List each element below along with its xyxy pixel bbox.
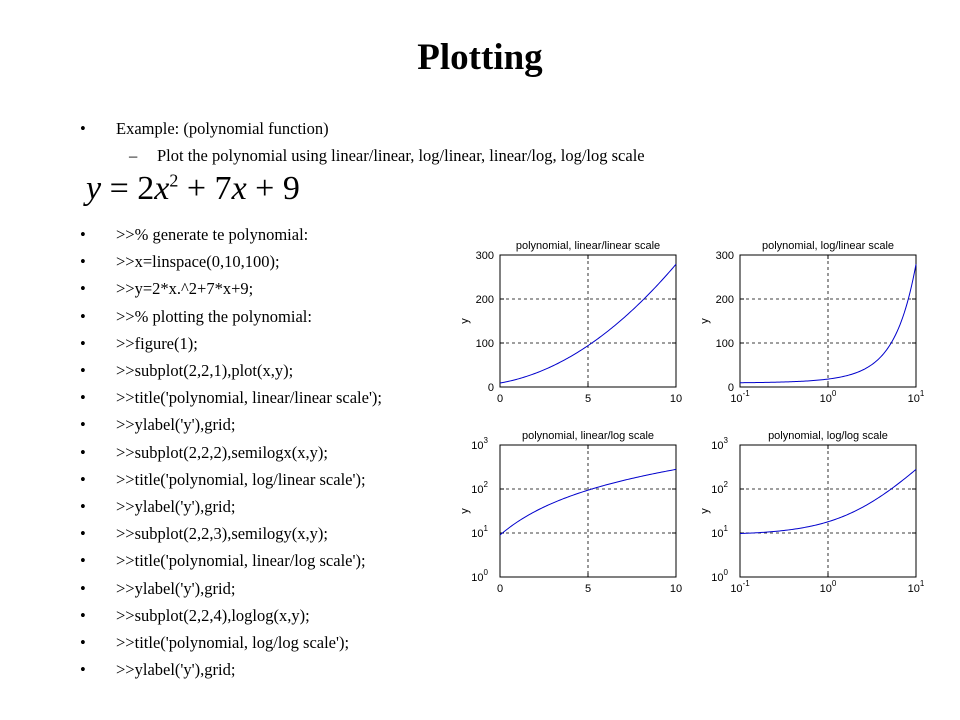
polynomial-equation: $y = 2x^2 + 7x + 9$	[86, 170, 300, 207]
y-tick-label: $10^1$	[711, 524, 728, 540]
bullet-dot-icon: •	[80, 578, 86, 598]
bullet-dot-icon: •	[80, 361, 86, 380]
y-axis-label: y	[459, 508, 471, 514]
x-tick-label: 10	[669, 583, 683, 595]
y-tick-label: 100	[475, 338, 494, 350]
code-line-text: >>ylabel('y'),grid;	[116, 497, 236, 516]
subplot-title: polynomial, linear/linear scale	[515, 240, 661, 252]
subplot-title: polynomial, linear/log scale	[521, 430, 655, 442]
code-line-text: >>title('polynomial, log/linear scale');	[116, 469, 366, 489]
x-tick-label: 0	[496, 583, 504, 595]
bullet-dot-icon: •	[80, 306, 86, 326]
subplot-title: polynomial, log/linear scale	[761, 240, 895, 252]
y-axis-label: y	[699, 318, 711, 324]
bullet-dot-icon: •	[80, 442, 86, 462]
y-tick-label: $10^2$	[711, 480, 728, 496]
subplot-2	[699, 240, 925, 405]
bullet-dot-icon: •	[80, 388, 86, 408]
x-tick-label: $10^0$	[819, 389, 837, 405]
y-tick-label: $10^3$	[711, 436, 728, 452]
bullet-dot-icon: •	[80, 660, 86, 680]
code-line-text: >>subplot(2,2,2),semilogx(x,y);	[116, 442, 329, 462]
code-line	[80, 333, 198, 354]
subplot-4	[699, 430, 925, 595]
bullet-dot-icon: •	[80, 225, 86, 244]
code-line-text: >>subplot(2,2,1),plot(x,y);	[116, 361, 294, 380]
dash-icon: –	[129, 146, 138, 165]
bullet-dot-icon: •	[80, 524, 86, 544]
y-tick-label: $10^0$	[471, 568, 488, 584]
code-line	[80, 442, 329, 463]
y-axis-label: y	[699, 508, 711, 514]
bullet-dot-icon: •	[80, 279, 86, 299]
x-tick-label: $10^1$	[907, 389, 925, 405]
x-tick-label: 0	[496, 393, 504, 405]
intro-bullet-text: Example: (polynomial function)	[116, 119, 329, 138]
bullet-dot-icon: •	[80, 605, 86, 625]
x-tick-label: $10^1$	[907, 579, 925, 595]
intro-sub-text: Plot the polynomial using linear/linear, log/linear, linear/log, log/log scale	[157, 146, 645, 165]
subplot-title: polynomial, log/log scale	[768, 430, 888, 442]
subplot-1	[459, 240, 682, 405]
bullet-dot-icon: •	[80, 415, 86, 435]
y-tick-label: $10^3$	[471, 436, 488, 452]
subplot-3	[459, 430, 682, 595]
x-tick-label: $10^0$	[819, 579, 837, 595]
code-line	[80, 633, 350, 653]
code-line-text: >>y=2*x.^2+7*x+9;	[116, 279, 254, 299]
bullet-dot-icon: •	[80, 333, 86, 353]
x-tick-label: $10^{-1}$	[730, 389, 750, 405]
code-line-text: >>ylabel('y'),grid;	[116, 660, 236, 680]
code-line	[80, 279, 254, 299]
code-line	[80, 388, 383, 408]
code-line-text: >>% plotting the polynomial:	[116, 306, 312, 326]
intro-sub-bullet	[129, 146, 645, 166]
bullet-dot-icon: •	[80, 497, 86, 516]
intro-bullet	[80, 119, 329, 139]
code-line-text: >>x=linspace(0,10,100);	[116, 252, 280, 272]
code-line	[80, 306, 312, 327]
y-tick-label: $10^0$	[711, 568, 728, 584]
bullet-dot-icon: •	[80, 469, 86, 489]
code-line	[80, 551, 366, 571]
bullet-dot-icon: •	[80, 551, 86, 571]
code-line-text: >>subplot(2,2,4),loglog(x,y);	[116, 605, 310, 625]
y-tick-label: 0	[727, 382, 734, 394]
code-line	[80, 225, 309, 245]
code-line-text: >>ylabel('y'),grid;	[116, 578, 236, 598]
x-tick-label: 10	[669, 393, 683, 405]
y-tick-label: 300	[715, 250, 734, 262]
y-tick-label: 100	[715, 338, 734, 350]
code-line	[80, 605, 310, 626]
code-line	[80, 578, 236, 599]
code-line-text: >>figure(1);	[116, 333, 198, 353]
subplot-figure	[440, 222, 940, 612]
y-tick-label: 200	[475, 294, 494, 306]
x-tick-label: 5	[584, 583, 592, 595]
code-line	[80, 660, 236, 680]
code-line	[80, 469, 366, 490]
y-tick-label: 200	[715, 294, 734, 306]
code-line-text: >>ylabel('y'),grid;	[116, 415, 236, 435]
code-line	[80, 524, 329, 544]
code-line	[80, 361, 294, 381]
y-tick-label: 300	[475, 250, 494, 262]
bullet-dot-icon: •	[80, 252, 86, 272]
bullet-dot-icon: •	[80, 119, 86, 138]
x-tick-label: 5	[584, 393, 592, 405]
code-line-text: >>title('polynomial, linear/linear scale');	[116, 388, 383, 408]
y-tick-label: $10^1$	[471, 524, 488, 540]
code-line-text: >>title('polynomial, linear/log scale');	[116, 551, 366, 571]
y-tick-label: 0	[487, 382, 494, 394]
code-line-text: >>% generate te polynomial:	[116, 225, 309, 244]
bullet-dot-icon: •	[80, 633, 86, 652]
y-axis-label: y	[459, 318, 471, 324]
y-tick-label: $10^2$	[471, 480, 488, 496]
code-line	[80, 252, 280, 272]
code-line-text: >>subplot(2,2,3),semilogy(x,y);	[116, 524, 329, 544]
code-line-text: >>title('polynomial, log/log scale');	[116, 633, 350, 652]
code-line	[80, 415, 236, 435]
x-tick-label: $10^{-1}$	[730, 579, 750, 595]
slide-title: Plotting	[417, 37, 543, 78]
code-line	[80, 497, 236, 517]
